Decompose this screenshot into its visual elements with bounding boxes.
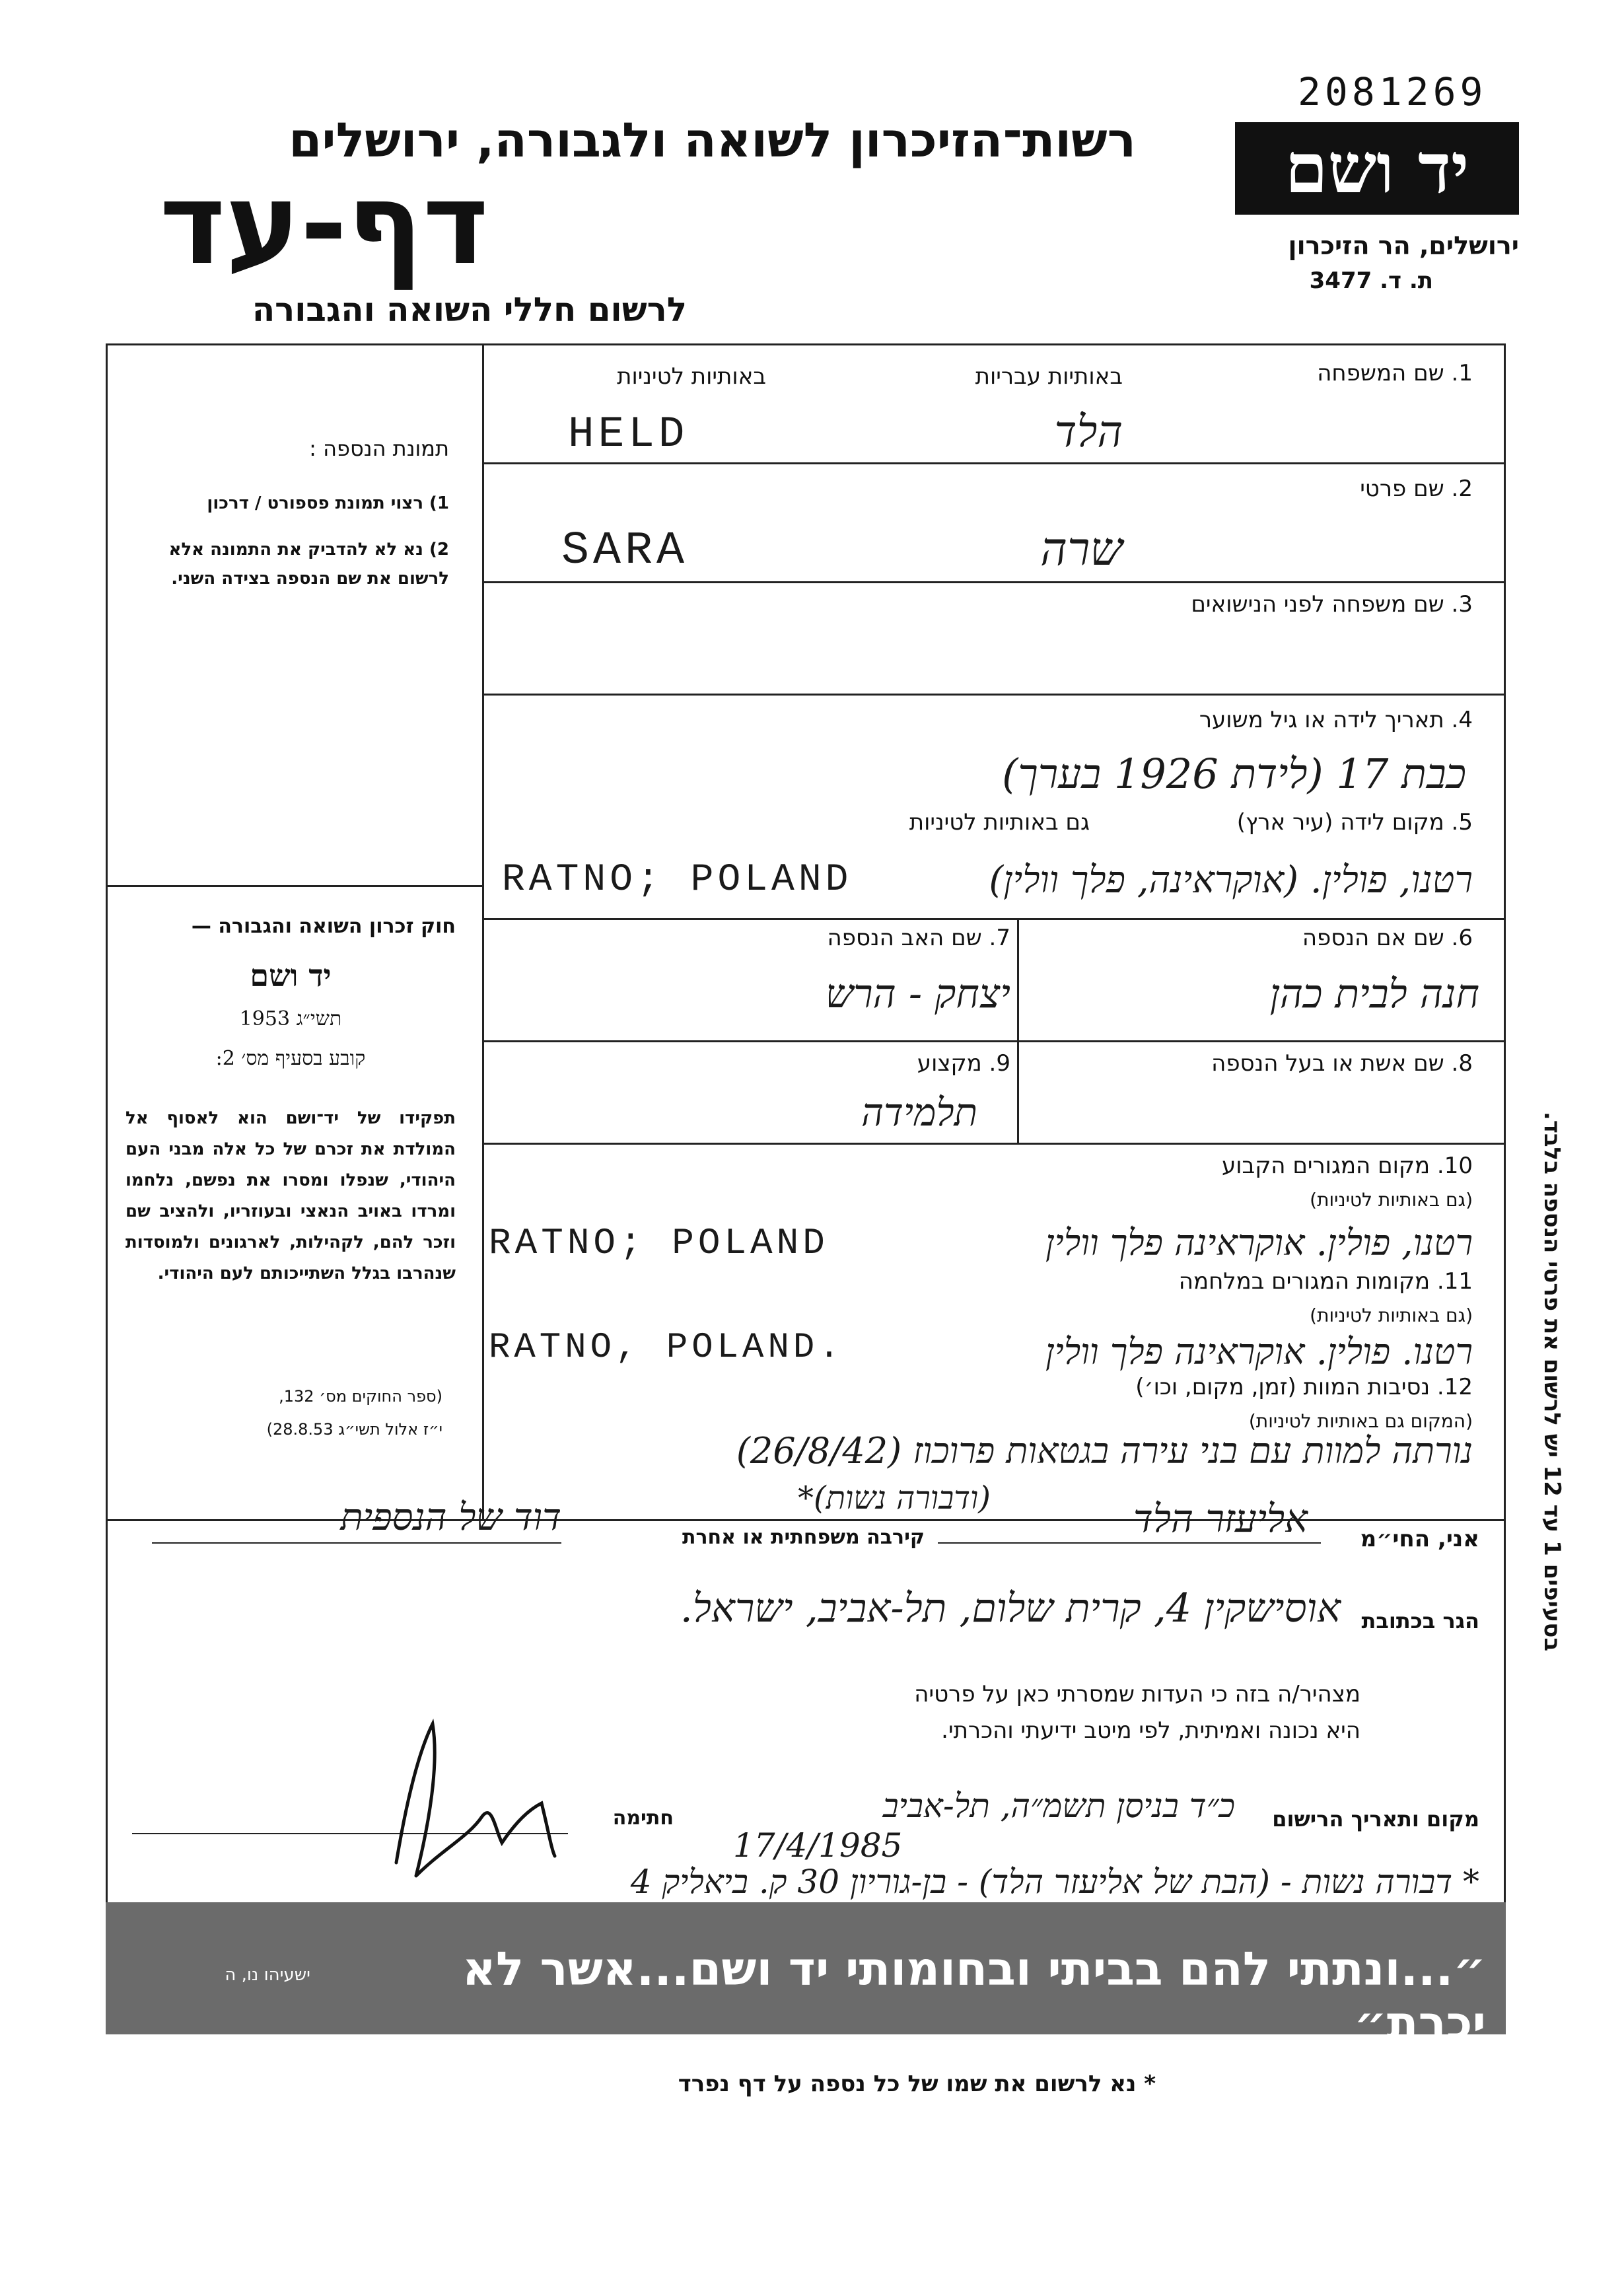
- witness-name-value: אליעזר הלד: [1133, 1496, 1308, 1541]
- witness-address-label: הגר בכתובת: [1361, 1608, 1479, 1633]
- org-title: רשות־הזיכרון לשואה ולגבורה, ירושלים: [289, 112, 1136, 168]
- first-name-label: 2. שם פרטי: [1360, 476, 1473, 502]
- registration-date-value: 17/4/1985: [733, 1826, 903, 1865]
- latin-letters-header: באותיות לטיניות: [617, 363, 766, 390]
- banner-quote: ״...ונתתי להם בביתי ובחומותי יד ושם...אשר לא יכרת״: [462, 1942, 1486, 2050]
- permanent-residence-hebrew: רטנו, פולין. אוקראינה פלך וולין: [1045, 1222, 1473, 1264]
- law-year: תשי״ג 1953: [239, 1007, 342, 1030]
- handwritten-footnote: * דבורה נשות - (הבת של אליעזר הלד) - בן-גוריון 30 ק. ביאליק 4: [630, 1863, 1479, 1901]
- logo-text: יד ושם: [1285, 127, 1469, 209]
- family-name-label: 1. שם המשפחה: [1317, 360, 1473, 386]
- death-circumstances-note: (המקום גם באותיות לטיניות): [1248, 1410, 1473, 1432]
- form-title: דף-עד: [159, 159, 489, 290]
- signature-label: חתימה: [612, 1807, 674, 1830]
- father-name-label: 7. שם האב הנספה: [827, 925, 1010, 951]
- vertical-note: בסעיפים 1 עד 12 יש לרשום את פרטי הנספה בלבד.: [1539, 1111, 1565, 1651]
- spouse-name-label: 8. שם אשת או בעל הנספה: [1211, 1050, 1473, 1077]
- birth-date-label: 4. תאריך לידה או גיל משוער: [1199, 707, 1473, 733]
- photo-note-2: 2) נא לא להדביק את התמונה אלא לרשום את שם הנספה בצידה השני.: [168, 540, 449, 589]
- form-subtitle: לרשום חללי השואה והגבורה: [252, 291, 687, 329]
- place-date-label: מקום ותאריך הרישום: [1272, 1807, 1479, 1832]
- permanent-residence-note: (גם באותיות לטיניות): [1310, 1189, 1473, 1211]
- mother-name-label: 6. שם אם הנספה: [1302, 925, 1473, 951]
- photo-title: תמונת הנספה :: [309, 436, 449, 461]
- relation-label: קירבה משפחתית או אחרת: [682, 1526, 925, 1549]
- address-line-2: ת. ד. 3477: [1309, 268, 1433, 294]
- birth-date-value: כבת 17 (לידת 1926 בערך): [1002, 750, 1466, 798]
- relation-value: דוד של הנספית: [340, 1496, 561, 1539]
- birth-place-hebrew: רטנו, פולין. (אוקראינה, פלך וולין): [989, 859, 1473, 902]
- hebrew-letters-header: באותיות עבריות: [975, 363, 1123, 390]
- wartime-residence-label: 11. מקומות המגורים במלחמה: [1178, 1268, 1473, 1295]
- serial-number: 2081269: [1298, 69, 1487, 114]
- birth-place-latin: RATNO; POLAND: [502, 859, 853, 902]
- law-reference-2: י״ז אלול תשי״ג 28.8.53): [266, 1420, 442, 1439]
- birth-place-label: 5. מקום לידה (עיר ארץ): [1236, 809, 1473, 836]
- place-date-value: כ״ד בניסן תשמ״ה, תל-אביב: [882, 1787, 1235, 1825]
- profession-value: תלמידה: [861, 1090, 977, 1135]
- wartime-residence-hebrew: רטנו. פולין. אוקראינה פלך וולין: [1045, 1331, 1473, 1373]
- profession-label: 9. מקצוע: [917, 1050, 1010, 1077]
- photo-note-1: 1) רצוי תמונת פספורט / דרכון: [207, 493, 449, 513]
- law-text: תפקידו של יד־ושם הוא לאסוף אל המולדת את זכרם של כל אלה מבני העם היהודי, שנפלו ומסרו את נפשם, נלחמו ומרדו באויב הנאצי ובעוזריו, ולהציב שם וזכר להם, לקהילות, לארגונים ולמוסדות שנהרבו בגלל השתייכותם לעם היהודי.: [125, 1108, 456, 1283]
- witness-i-label: אני, החי״מ: [1360, 1526, 1479, 1552]
- wartime-residence-note: (גם באותיות לטיניות): [1310, 1305, 1473, 1326]
- permanent-residence-label: 10. מקום המגורים הקבוע: [1221, 1153, 1473, 1179]
- permanent-residence-latin: RATNO; POLAND: [489, 1222, 829, 1264]
- birth-place-note: גם באותיות לטיניות: [909, 809, 1090, 836]
- law-name: יד ושם: [250, 958, 332, 993]
- death-circumstances-value: נורתה למוות עם בני עירה בגטאות פרוכוז (26/8/42): [736, 1430, 1473, 1472]
- first-name-latin: SARA: [561, 525, 689, 577]
- footer-note: * נא לרשום את שמו של כל נספה על דף נפרד: [678, 2071, 1156, 2097]
- yad-vashem-logo: [1235, 122, 1519, 215]
- family-name-latin: HELD: [568, 410, 689, 459]
- banner-source: ישעיהו נו, ה: [225, 1965, 310, 1985]
- death-circumstances-value-2: (ודבורה נשות)*: [797, 1480, 991, 1517]
- death-circumstances-label: 12. נסיבות המוות (זמן, מקום, וכו׳): [1135, 1374, 1473, 1400]
- father-name-value: יצחק - הרש: [825, 971, 1010, 1017]
- mother-name-value: חנה לבית כהן: [1269, 971, 1479, 1017]
- maiden-name-label: 3. שם משפחה לפני הנישואים: [1191, 591, 1473, 618]
- wartime-residence-latin: RATNO, POLAND.: [489, 1328, 844, 1368]
- declaration-line-2: היא נכונה ואמיתית, לפי מיטב ידיעתי והכרתי.: [941, 1717, 1360, 1744]
- first-name-hebrew: שרה: [1040, 522, 1123, 576]
- declaration-line-1: מצהיר/ה בזה כי העדות שמסרתי כאן על פרטיה: [914, 1681, 1360, 1707]
- law-reference-1: (ספר החוקים מס׳ 132,: [279, 1387, 442, 1406]
- law-title: חוק זכרון השואה והגבורה —: [191, 915, 456, 938]
- law-clause: קובע בסעיף מס׳ 2:: [215, 1047, 366, 1070]
- family-name-hebrew: הלד: [1054, 406, 1123, 457]
- quote-banner: [106, 1902, 1506, 2050]
- witness-address-value: אוסישקין 4, קרית שלום, תל-אביב, ישראל.: [680, 1585, 1341, 1631]
- address-line-1: ירושלים, הר הזיכרון: [1288, 231, 1519, 260]
